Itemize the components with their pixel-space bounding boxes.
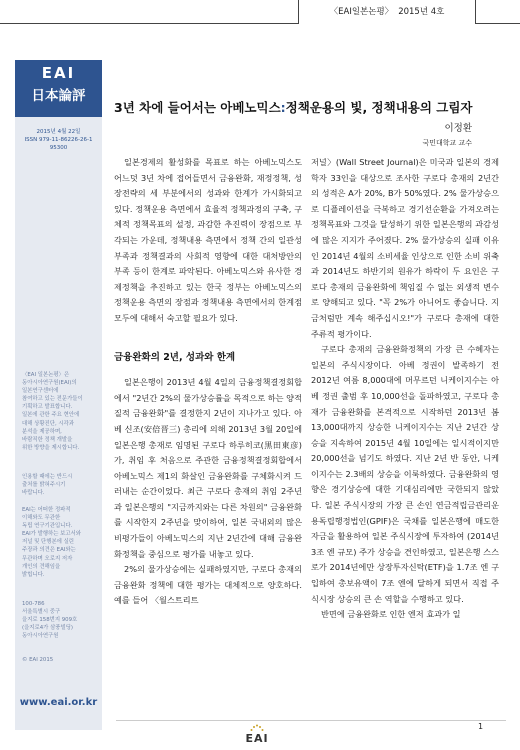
copyright: © EAI 2015 [22,657,54,663]
section-heading: 금융완화의 2년, 성과와 한계 [114,351,236,363]
note-line: 대해 상황진단, 시각과 [22,420,75,427]
body-paragraph: 반면에 금융완화로 인한 엔저 효과가 일 [321,609,461,620]
note-line: 저널 및 단행본에 실린 [22,539,75,546]
sidebar-note-about [22,371,95,452]
body-paragraph: 일본은행이 2013년 4월 4일의 금융정책결정회합에서 "2년간 2%의 물가상승률을 목적으로 하는 양적 질적 금융완화"를 결정한지 2년이 지나가고 있다. 아베 신조(安倍晋三) 총리에 의해 2013년 3월 20일에 일본은행 총재로 임명된 구로다 하루히코(黒田東彦)가, 취임 후 처음으로 주관한 금융정책결정회합에서 아베노믹스 제1의 화살인 금융완화를 구체화시켜 드러내는 순간이었다. 최근 구로다 총재의 취임 2주년과 일본은행의 "지금까지와는 다른 차원의" 금융완화를 시작한지 2주년을 맞이하여, 일본 국내외의 많은 비평가들이 아베노믹스의 지난 2년간에 대해 금융완화정책을 중심으로 평가를 내놓고 있다. [114,377,302,559]
issn-suffix: 95300 [49,145,68,151]
note-line: 일본연구센터에 [22,388,59,395]
note-line: 이해와도 무관한 [22,515,61,522]
note-line: 서울특별시 중구 [22,609,61,616]
body-paragraph: 저널〉(Wall Street Journal)은 미국과 일본의 경제학자 33인을 대상으로 조사한 구로다 총재의 2년간의 성적은 A가 20%, B가 50%였다. 2% 물가상승으로 디플레이션을 극복하고 경기선순환을 가져오려는 정책목표와 그것을 달성하기 위한 일본은행의 과감성에 많은 지지가 주어졌다. 2% 물가상승의 실패 이유인 2014년 4월의 소비세율 인상으로 인한 소비 위축과 2014년도 하반기의 원유가 하락이 두 요인은 구로다 총재의 금융완화에 책임질 수 없는 외생적 변수로 양해되고 있다. "꼭 2%가 아니어도 좋습니다. 지금처럼만 계속 해주십시오!"가 구로다 총재에 대한 주류적 평가이다. [311,157,499,339]
author-affiliation: 국민대학교 교수 [422,139,472,147]
note-line: EAI는 어떠한 정파적 [22,507,71,513]
eai-logo [15,60,102,117]
note-line: 분석을 제공하며, [22,428,62,435]
body-paragraph: 2%의 물가상승에는 실패하였지만, 구로다 총재의 금융완화 정책에 대한 평가는 대체적으로 양호하다. 예를 들어 〈월스트리트 [114,564,302,606]
article-title-separator: : [280,100,286,115]
article-title [114,98,512,116]
note-line: 인용할 때에는 반드시 [22,474,73,480]
note-line: 바랍니다. [22,490,45,497]
note-line: (을지로4가 삼풍빌딩) [22,625,74,632]
footer-logo-text: EAI [245,732,269,745]
logo-subtitle: 日本論評 [31,88,86,104]
sidebar-note-copyright [22,656,95,664]
note-line: 기획하고 발표합니다. [22,404,73,411]
note-line: 참여하고 있는 전문가들이 [22,396,83,403]
author-name: 이정환 [444,123,472,134]
body-column-left [114,155,302,609]
note-line: 바람직한 정책 개발을 [22,436,73,443]
note-line: 동아시아연구원 [22,633,59,640]
sidebar [15,60,102,730]
note-line: 개인의 견해임을 [22,563,61,570]
sidebar-note-disclaimer [22,506,95,579]
body-paragraph: 구로다 총재의 금융완화정책의 가장 큰 수혜자는 일본의 주식시장이다. 아베 정권이 발족하기 전 2012년 여름 8,000대에 머무르던 니케이지수는 아베 정권 출범 후 10,000선을 돌파하였고, 구로다 총재가 금융완화를 본격적으로 시작하던 2013년 봄 13,000대까지 상승한 니케이지수는 지난 2년간 상승을 지속하여 2015년 4월 10일에는 일시적이지만 20,000선을 넘기도 하였다. 지난 2년 반 동안, 니케이지수는 2.3배의 상승을 이룩하였다. 금융완화의 영향은 경기상승에 대한 기대심리에만 국한되지 않았다. 일본 주식시장의 가장 큰 손인 연금적립금관리운용독립행정법인(GPIF)은 국채를 일본은행에 매도한 자금을 활용하여 일본 주식시장에 투자하여 (2014년 3조 엔 규모) 주가 상승을 견인하였고, 일본은행 스스로가 2014년에만 상장투자신탁(ETF)을 1.7조 엔 구입하여 총보유액이 7조 엔에 달하게 되면서 직접 주식시장 상승의 큰 손 역할을 수행하고 있다. [311,344,499,604]
website-link[interactable]: www.eai.or.kr [19,697,98,708]
sidebar-note-citation [22,473,95,497]
note-line: EAI가 발행하는 보고서와 [22,531,81,538]
note-line: 독립 연구기관입니다. [22,523,73,530]
footer-rule [116,720,506,721]
note-line: 동아시아연구원(EAI)의 [22,380,77,387]
note-line: 밝힙니다. [22,571,45,578]
body-column-right [311,155,499,623]
article-title-subtitle: 정책운용의 빛, 정책내용의 그림자 [285,100,473,115]
logo-eai-text: EAI [41,64,76,82]
sidebar-note-address [22,600,95,640]
publication-meta [15,128,102,152]
note-line: 〈EAI 일본논평〉은 [22,372,70,378]
note-line: 주장과 의견은 EAI와는 [22,547,76,554]
note-line: 을지로 158번지 909호 [22,617,78,624]
note-line: 출처를 밝혀주시기 [22,482,66,489]
note-line: 100-786 [22,601,45,607]
logo-dots-icon [250,724,264,732]
publication-date: 2015년 4월 22일 [36,129,81,135]
header-issue-date: 2015년 4호 [398,7,445,17]
note-line: 위한 방향을 제시합니다. [22,444,80,451]
page-number: 1 [478,722,484,731]
header-series-label [298,0,476,24]
article-title-main: 3년 차에 들어서는 아베노믹스 [114,100,281,115]
abstract-paragraph: 일본경제의 활성화를 목표로 하는 아베노믹스도 어느덧 3년 차에 접어들면서 금융완화, 재정정책, 성장전략의 세 부분에서의 성과와 한계가 가시화되고 있다. 정책운용 측면에서 효율적 정책과정의 구축, 구체적 정책목표의 설정, 과감한 추진력이 장점으로 부각되는 가운데, 정책내용 측면에서 정책 간의 일관성 부족과 정책결과의 사회적 영향에 대한 대처방안의 부족 등이 한계로 파악된다. 아베노믹스와 유사한 경제정책을 추진하고 있는 한국 정부는 아베노믹스의 정책운용 측면의 장점과 정책내용 측면에서의 한계점 모두에 대해서 숙고할 필요가 있다. [114,157,302,323]
note-line: 일본에 관한 주요 현안에 [22,412,80,419]
issn: ISSN 979-11-86226-26-1 [24,137,93,143]
note-line: 무관하며 오로지 저자 [22,555,73,562]
header-series-title: 〈EAI일본논평〉 [329,7,394,17]
